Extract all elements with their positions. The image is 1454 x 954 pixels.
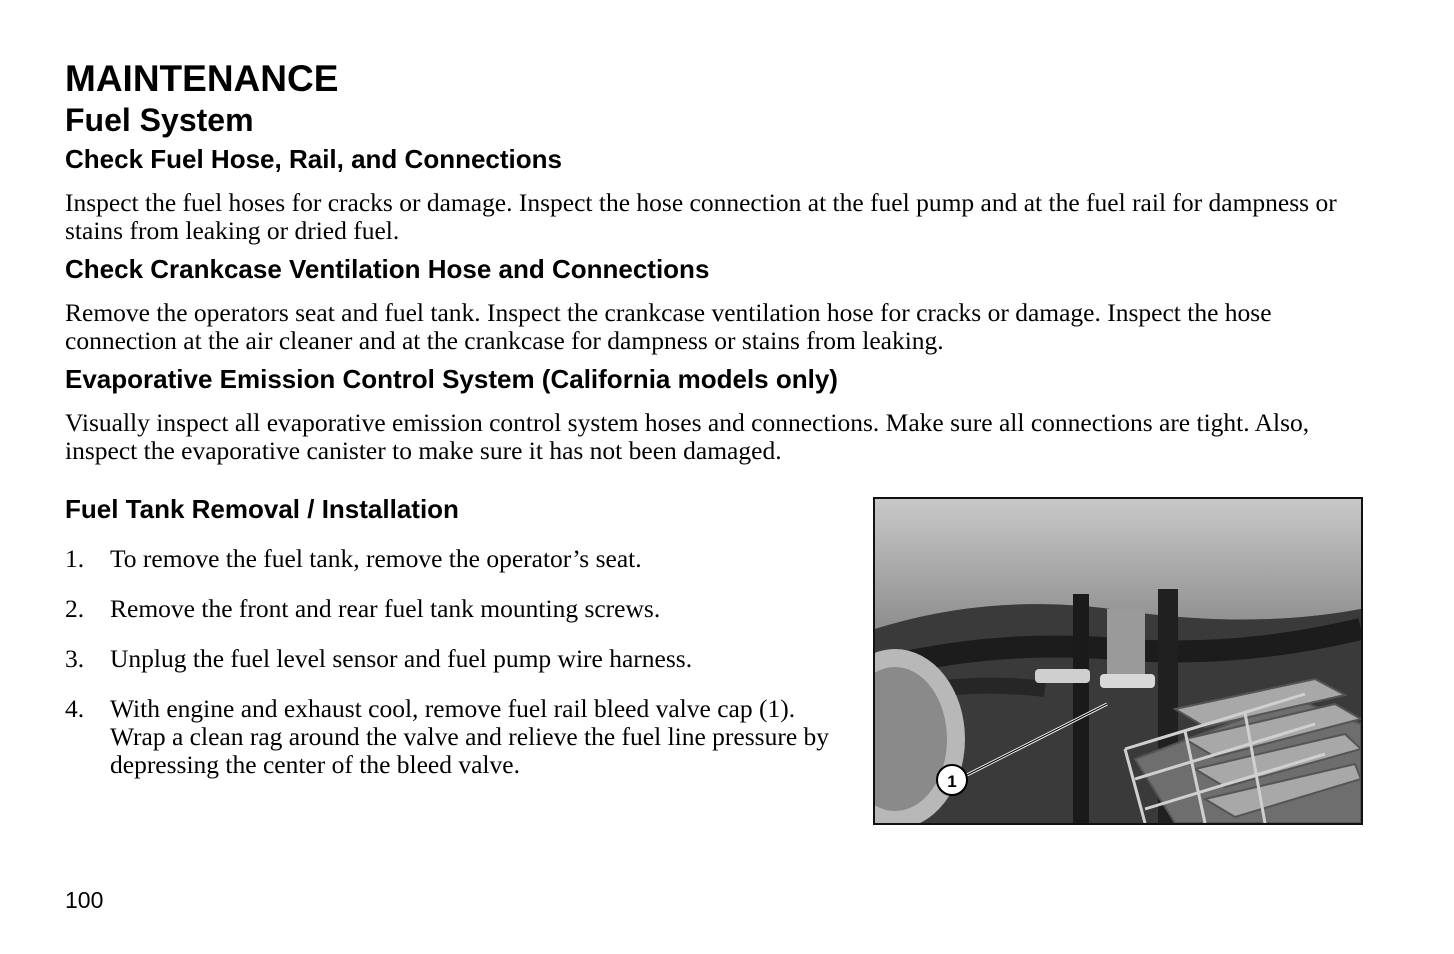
procedure-steps <box>65 545 835 801</box>
paragraph-crankcase: Remove the operators seat and fuel tank. Inspect the crankcase ventilation hose for cracks or damage. Inspect the hose connection at the air cleaner and at the crankcase for dampness or stains from leaking. <box>65 298 1272 355</box>
paragraph-fuel-hose: Inspect the fuel hoses for cracks or damage. Inspect the hose connection at the fuel pump and at the fuel rail for dampness or stains from leaking or dried fuel. <box>65 188 1337 245</box>
step-number: 2. <box>65 594 85 623</box>
step-number: 3. <box>65 644 85 673</box>
list-item <box>65 645 835 673</box>
paragraph-evap: Visually inspect all evaporative emission control system hoses and connections. Make sure all connections are tight. Also, inspect the evaporative canister to make sure it has not been damaged. <box>65 408 1310 465</box>
page-number: 100 <box>65 887 104 913</box>
step-text: Remove the front and rear fuel tank mounting screws. <box>110 594 661 623</box>
step-number: 4. <box>65 694 85 723</box>
heading-fuel-tank-removal: Fuel Tank Removal / Installation <box>65 494 459 524</box>
callout-label: 1 <box>947 772 957 791</box>
engine-photo <box>873 497 1363 825</box>
step-text: To remove the fuel tank, remove the operator’s seat. <box>110 544 642 573</box>
page-title: MAINTENANCE <box>65 58 339 99</box>
heading-evap: Evaporative Emission Control System (California models only) <box>65 364 838 394</box>
step-number: 1. <box>65 544 85 573</box>
section-title: Fuel System <box>65 102 254 138</box>
list-item <box>65 695 835 779</box>
heading-fuel-hose: Check Fuel Hose, Rail, and Connections <box>65 144 562 174</box>
heading-crankcase: Check Crankcase Ventilation Hose and Connections <box>65 254 710 284</box>
step-text: With engine and exhaust cool, remove fuel rail bleed valve cap (1). Wrap a clean rag around the valve and relieve the fuel line pressure by depressing the center of the bleed valve. <box>110 694 830 779</box>
list-item <box>65 545 835 573</box>
list-item <box>65 595 835 623</box>
step-text: Unplug the fuel level sensor and fuel pump wire harness. <box>110 644 693 673</box>
